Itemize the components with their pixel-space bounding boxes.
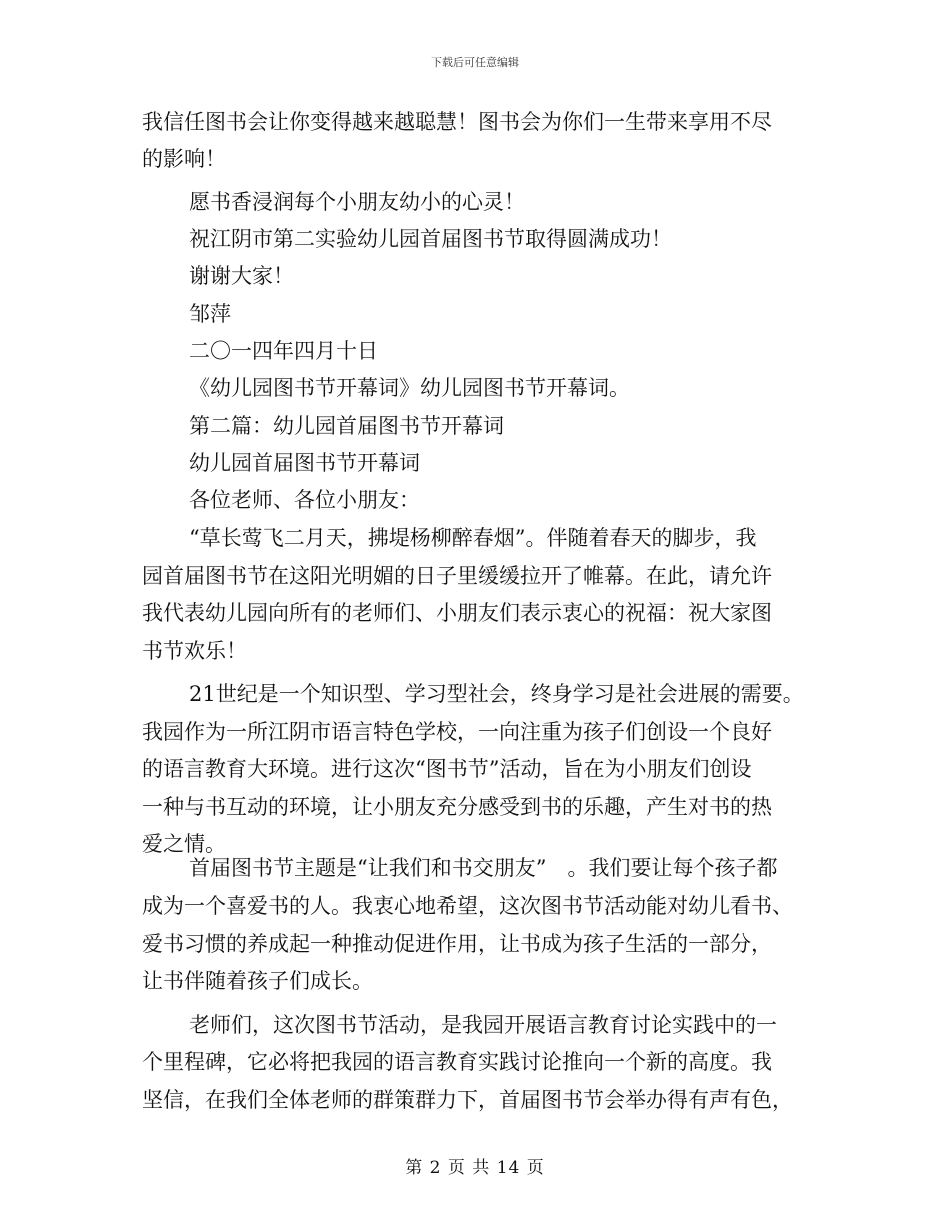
text-line: 的语言教育大环境。进行这次“图书节”活动，旨在为小朋友们创设	[142, 757, 752, 781]
page-footer: 第 2 页 共 14 页	[405, 1158, 545, 1178]
text-line: 首届图书节主题是“让我们和书交朋友” 。我们要让每个孩子都	[189, 856, 778, 880]
text-line: 书节欢乐！	[142, 639, 247, 663]
text-line: 一种与书互动的环境，让小朋友充分感受到书的乐趣，产生对书的热	[142, 795, 772, 819]
text-line: 21世纪是一个知识型、学习型社会，终身学习是社会进展的需要。	[189, 682, 804, 706]
text-line: 谢谢大家！	[189, 264, 294, 288]
text-line: 祝江阴市第二实验幼儿园首届图书节取得圆满成功！	[189, 227, 672, 251]
text-line: 第二篇：幼儿园首届图书节开幕词	[189, 414, 504, 438]
text-line: 园首届图书节在这阳光明媚的日子里缓缓拉开了帷幕。在此，请允许	[142, 564, 772, 588]
page-header: 下载后可任意编辑	[431, 56, 519, 69]
text-line: 爱之情。	[142, 832, 226, 856]
text-line: 老师们，这次图书节活动，是我园开展语言教育讨论实践中的一	[189, 1013, 777, 1037]
text-line: 成为一个喜爱书的人。我衷心地希望，这次图书节活动能对幼儿看书、	[142, 894, 793, 918]
text-line: 幼儿园首届图书节开幕词	[189, 451, 420, 475]
text-line: 愿书香浸润每个小朋友幼小的心灵！	[189, 190, 525, 214]
text-line: 我代表幼儿园向所有的老师们、小朋友们表示衷心的祝福：祝大家图	[142, 601, 772, 625]
text-line: 个里程碑，它必将把我园的语言教育实践讨论推向一个新的高度。我	[142, 1050, 772, 1074]
text-line: 《幼儿园图书节开幕词》幼儿园图书节开幕词。	[189, 376, 630, 400]
text-line: 各位老师、各位小朋友：	[189, 488, 420, 512]
text-line: 爱书习惯的养成起一种推动促进作用，让书成为孩子生活的一部分，	[142, 932, 772, 956]
text-line: 的影响！	[142, 147, 226, 171]
text-line: 二〇一四年四月十日	[189, 339, 378, 363]
text-line: 让书伴随着孩子们成长。	[142, 969, 373, 993]
text-line: 我园作为一所江阴市语言特色学校，一向注重为孩子们创设一个良好	[142, 720, 772, 744]
text-line: 我信任图书会让你变得越来越聪慧！图书会为你们一生带来享用不尽	[142, 110, 772, 134]
text-line: 邹萍	[189, 302, 231, 326]
text-line: “草长莺飞二月天，拂堤杨柳醉春烟”。伴随着春天的脚步，我	[189, 526, 757, 550]
text-line: 坚信，在我们全体老师的群策群力下，首届图书节会举办得有声有色，	[142, 1088, 793, 1112]
